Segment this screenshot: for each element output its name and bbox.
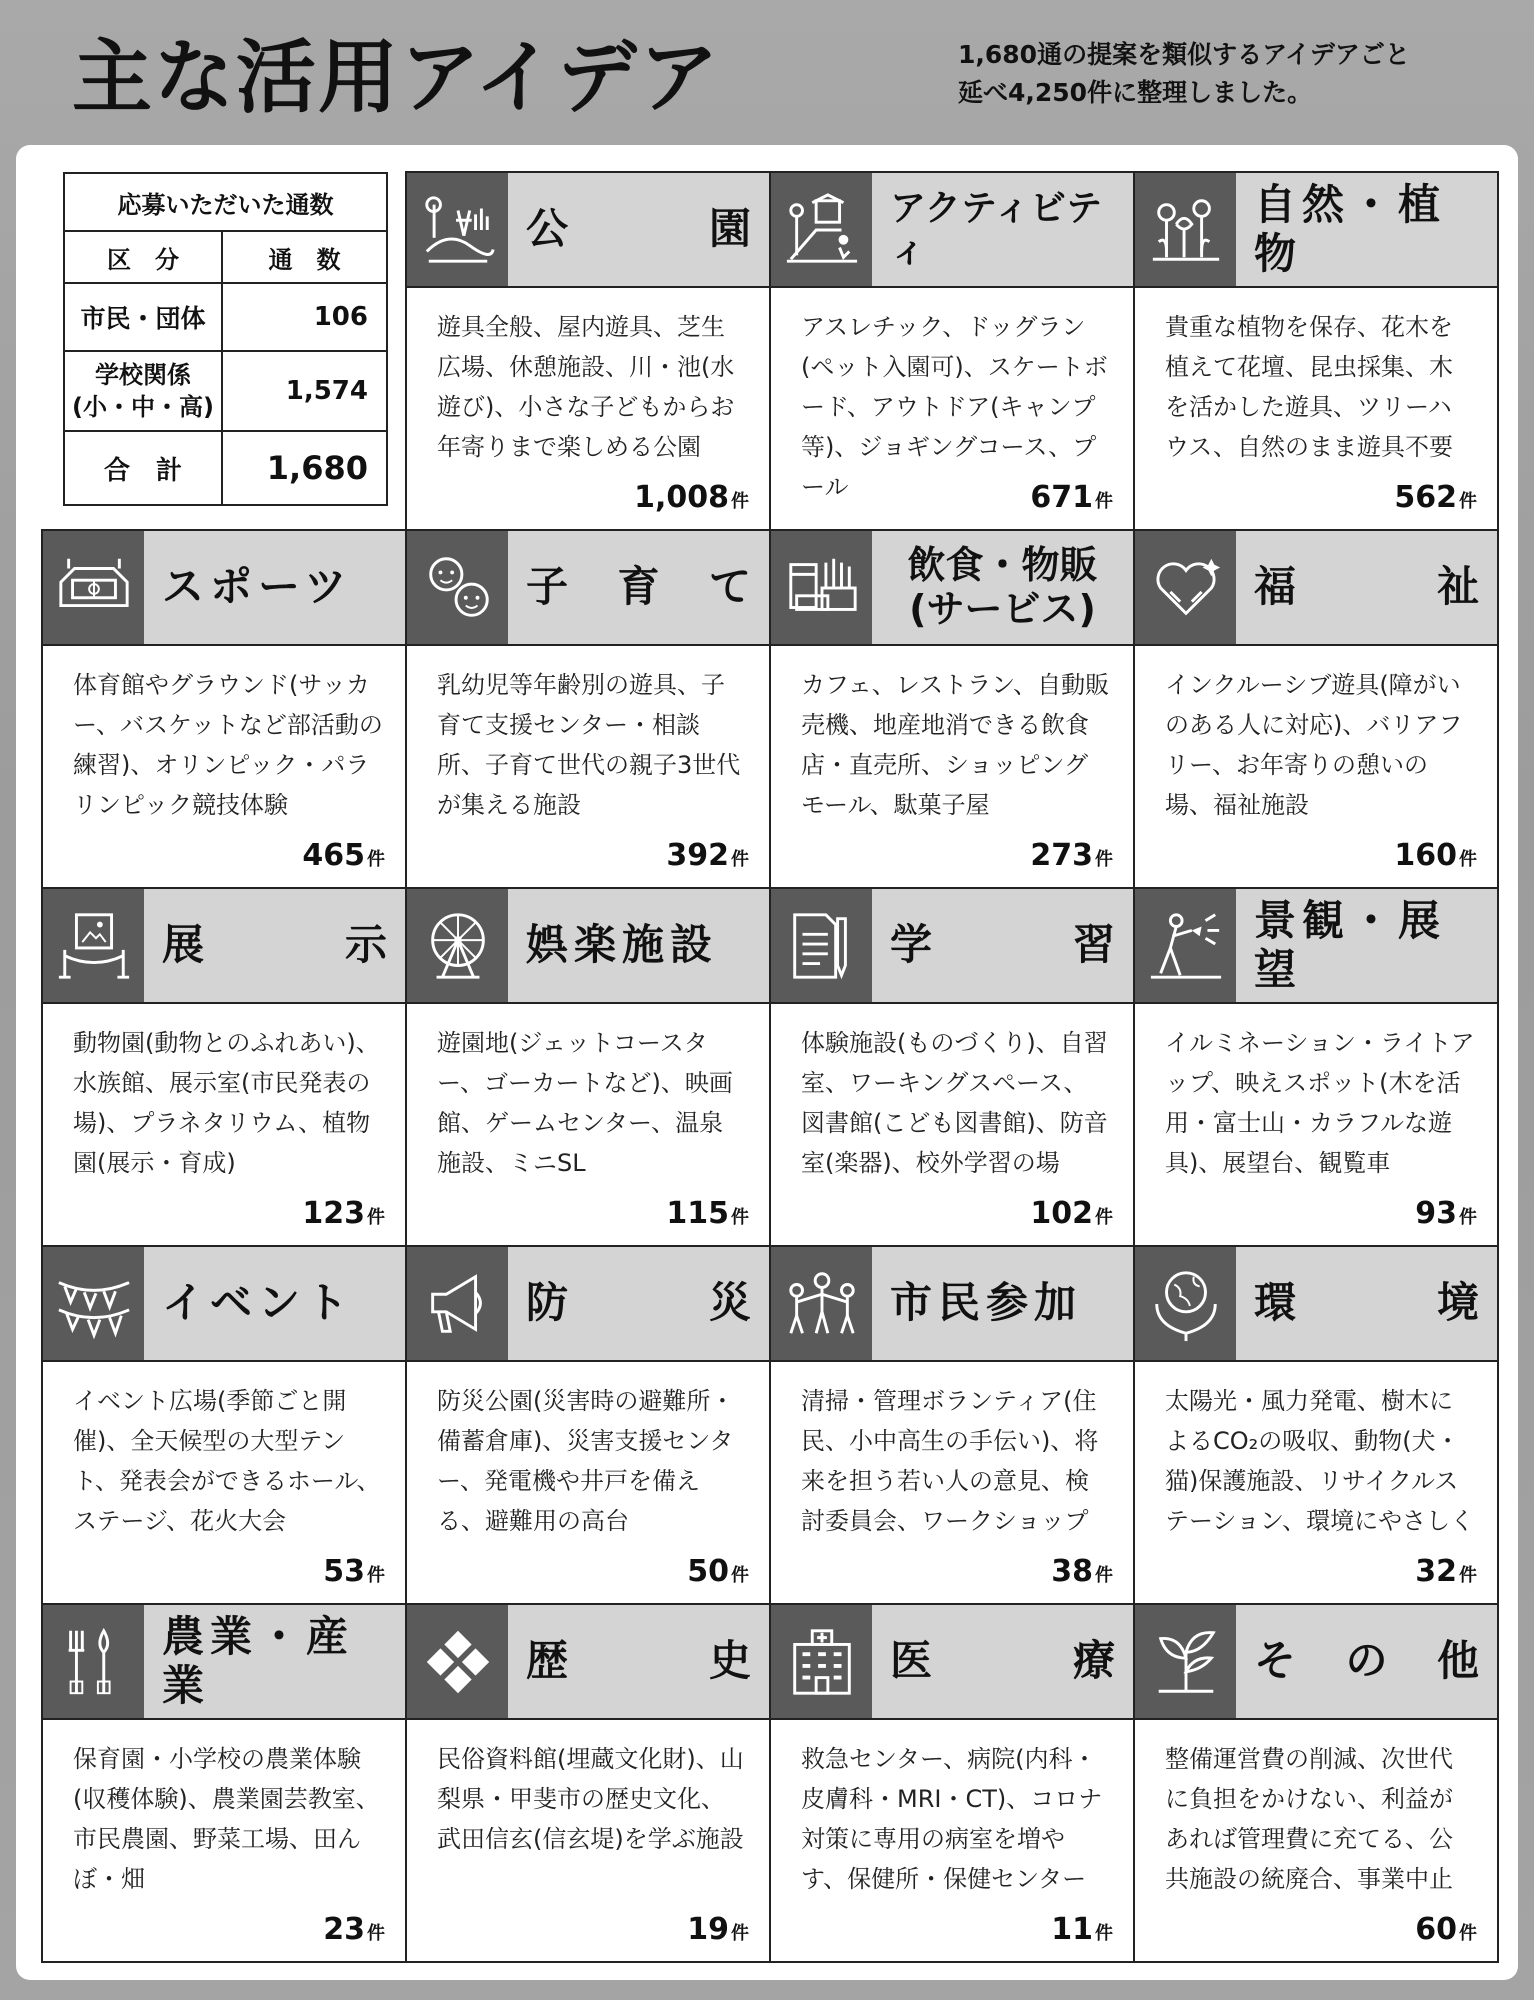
count-table-row-value: 1,574 <box>285 376 368 406</box>
category-count-value: 38 <box>1051 1554 1093 1589</box>
diamonds-icon <box>407 1605 508 1718</box>
category-title-segment: 史 <box>708 1636 751 1686</box>
category-count <box>634 480 749 515</box>
category-title-text <box>526 563 751 611</box>
category-title-text <box>1254 1637 1479 1685</box>
count-table-row <box>65 284 386 352</box>
category-count-value: 671 <box>1030 480 1093 515</box>
summary-note <box>958 36 1518 112</box>
food-icon <box>771 531 872 644</box>
category-count-value: 273 <box>1030 838 1093 873</box>
category-title-segment: の <box>1345 1636 1388 1686</box>
bunting-icon <box>43 1247 144 1360</box>
category-title-segment: 境 <box>1436 1278 1479 1328</box>
category-title: 娯楽施設 <box>508 889 769 1002</box>
category-card <box>769 529 1135 889</box>
category-header <box>43 1247 405 1362</box>
category-count <box>687 1912 749 1947</box>
category-count <box>1394 480 1477 515</box>
category-card <box>769 887 1135 1247</box>
category-card <box>769 171 1135 531</box>
count-table-total-label: 合 計 <box>65 432 223 504</box>
category-count-value: 123 <box>302 1196 365 1231</box>
category-title-segment: て <box>708 562 751 612</box>
count-table-total-value: 1,680 <box>266 449 368 487</box>
category-count <box>323 1554 385 1589</box>
category-title <box>872 889 1133 1002</box>
category-count-value: 60 <box>1415 1912 1457 1947</box>
category-count-unit: 件 <box>731 491 749 512</box>
category-title-text <box>890 921 1115 969</box>
category-card <box>405 1245 771 1605</box>
category-title-segment: 育 <box>617 562 660 612</box>
category-count-unit: 件 <box>367 1207 385 1228</box>
category-description: 体験施設(ものづくり)、自習室、ワーキングスペース、図書館(こども図書館)、防音室(楽器)、校外学習の場 <box>801 1029 1108 1177</box>
category-card <box>769 1245 1135 1605</box>
garden-tools-icon <box>43 1605 144 1718</box>
count-table <box>63 172 388 506</box>
park-icon <box>407 173 508 286</box>
count-table-row <box>65 352 386 432</box>
category-card <box>1133 529 1499 889</box>
category-count-value: 160 <box>1394 838 1457 873</box>
category-title: スポーツ <box>144 531 405 644</box>
category-title: イベント <box>144 1247 405 1360</box>
page-title: 主な活用アイデア <box>72 31 721 124</box>
category-title-segment: 福 <box>1254 562 1297 612</box>
category-count <box>1415 1196 1477 1231</box>
category-description: アスレチック、ドッグラン(ペット入園可)、スケートボード、アウトドア(キャンプ等)、ジョギングコース、プール <box>801 313 1108 501</box>
count-table-row-label-line2: (小・中・高) <box>72 393 214 421</box>
category-title-segment: 示 <box>344 920 387 970</box>
category-description: 民俗資料館(埋蔵文化財)、山梨県・甲斐市の歴史文化、武田信玄(信玄堤)を学ぶ施設 <box>437 1745 744 1853</box>
summary-note-line2: 延べ4,250件に整理しました。 <box>958 78 1313 107</box>
category-card <box>405 1603 771 1963</box>
category-count-unit: 件 <box>731 1923 749 1944</box>
category-header <box>1135 531 1497 646</box>
category-count-value: 465 <box>302 838 365 873</box>
megaphone-icon <box>407 1247 508 1360</box>
category-count <box>1030 838 1113 873</box>
category-count-value: 115 <box>666 1196 729 1231</box>
category-description: 整備運営費の削減、次世代に負担をかけない、利益があれば管理費に充てる、公共施設の統廃合、事業中止 <box>1165 1745 1453 1893</box>
category-header <box>407 889 769 1004</box>
category-card <box>41 1245 407 1605</box>
category-description: 保育園・小学校の農業体験(収穫体験)、農業園芸教室、市民農園、野菜工場、田んぼ・畑 <box>73 1745 380 1893</box>
flowers-icon <box>1135 173 1236 286</box>
category-description: インクルーシブ遊具(障がいのある人に対応)、バリアフリー、お年寄りの憩いの場、福祉施設 <box>1165 671 1463 819</box>
category-header <box>1135 1605 1497 1720</box>
category-description: イベント広場(季節ごと開催)、全天候型の大型テント、発表会ができるホール、ステージ、花火大会 <box>73 1387 381 1535</box>
category-description: カフェ、レストラン、自動販売機、地産地消できる飲食店・直売所、ショッピングモール、駄菓子屋 <box>801 671 1110 819</box>
exhibit-icon <box>43 889 144 1002</box>
hospital-icon <box>771 1605 872 1718</box>
category-title-segment: 療 <box>1072 1636 1115 1686</box>
summary-note-line1: 1,680通の提案を類似するアイデアごと <box>958 40 1410 69</box>
category-title <box>1236 1605 1497 1718</box>
category-count <box>666 1196 749 1231</box>
ferris-wheel-icon <box>407 889 508 1002</box>
category-header <box>771 173 1133 288</box>
earth-hands-icon <box>1135 1247 1236 1360</box>
category-count <box>1030 480 1113 515</box>
count-table-row-label <box>65 352 223 430</box>
count-table-col-category: 区 分 <box>65 232 223 282</box>
category-count <box>666 838 749 873</box>
category-card <box>1133 1603 1499 1963</box>
category-count-unit: 件 <box>1095 491 1113 512</box>
category-count-unit: 件 <box>1459 1565 1477 1586</box>
category-header <box>43 1605 405 1720</box>
category-title-segment: 習 <box>1072 920 1115 970</box>
category-card <box>41 887 407 1247</box>
category-count-unit: 件 <box>1459 849 1477 870</box>
category-count-unit: 件 <box>731 1207 749 1228</box>
category-count-unit: 件 <box>367 1923 385 1944</box>
category-title <box>872 1605 1133 1718</box>
category-count-value: 53 <box>323 1554 365 1589</box>
category-header <box>407 173 769 288</box>
category-count <box>1415 1554 1477 1589</box>
category-title-segment: そ <box>1254 1636 1297 1686</box>
category-title: 市民参加 <box>872 1247 1133 1360</box>
category-title-segment: 環 <box>1254 1278 1297 1328</box>
category-title-segment: 園 <box>708 204 751 254</box>
category-card <box>1133 171 1499 531</box>
category-title <box>508 531 769 644</box>
category-count-value: 562 <box>1394 480 1457 515</box>
category-description: 防災公園(災害時の避難所・備蓄倉庫)、災害支援センター、発電機や井戸を備える、避難用の高台 <box>437 1387 735 1535</box>
category-count-unit: 件 <box>1095 1207 1113 1228</box>
category-title-segment: 防 <box>526 1278 569 1328</box>
category-count-value: 19 <box>687 1912 729 1947</box>
category-title-text <box>162 921 387 969</box>
category-title-text <box>526 1279 751 1327</box>
category-card <box>405 529 771 889</box>
category-card <box>405 887 771 1247</box>
category-count-value: 23 <box>323 1912 365 1947</box>
community-icon <box>771 1247 872 1360</box>
category-header <box>771 1605 1133 1720</box>
heart-hands-icon <box>1135 531 1236 644</box>
category-title-segment: 子 <box>526 562 569 612</box>
category-title: 景観・展望 <box>1236 889 1497 1002</box>
stadium-icon <box>43 531 144 644</box>
category-count <box>687 1554 749 1589</box>
count-table-title-row <box>65 174 386 232</box>
category-count-value: 50 <box>687 1554 729 1589</box>
count-table-row-label-line1: 学校関係 <box>95 361 191 389</box>
category-title-text <box>890 1637 1115 1685</box>
count-table-row-label: 市民・団体 <box>65 284 223 350</box>
category-count-unit: 件 <box>367 1565 385 1586</box>
category-count-unit: 件 <box>367 849 385 870</box>
category-title <box>508 1605 769 1718</box>
category-title-segment: 災 <box>708 1278 751 1328</box>
category-card <box>405 171 771 531</box>
category-header <box>43 889 405 1004</box>
category-count <box>323 1912 385 1947</box>
category-count <box>302 1196 385 1231</box>
category-title-segment: 祉 <box>1436 562 1479 612</box>
count-table-col-count: 通 数 <box>268 245 341 274</box>
category-count-unit: 件 <box>1459 1207 1477 1228</box>
category-title-text <box>1254 563 1479 611</box>
category-count-unit: 件 <box>1459 1923 1477 1944</box>
category-title-segment: 展 <box>162 920 205 970</box>
category-count-unit: 件 <box>1459 491 1477 512</box>
category-count <box>302 838 385 873</box>
category-header <box>771 889 1133 1004</box>
category-title-segment: 歴 <box>526 1636 569 1686</box>
category-title-segment: 公 <box>526 204 569 254</box>
playground-icon <box>771 173 872 286</box>
category-title <box>508 173 769 286</box>
category-description: 乳幼児等年齢別の遊具、子育て支援センター・相談所、子育て世代の親子3世代が集える施設 <box>437 671 741 819</box>
category-description: 太陽光・風力発電、樹木によるCO₂の吸収、動物(犬・猫)保護施設、リサイクルステーション、環境にやさしく <box>1165 1387 1475 1535</box>
category-header <box>1135 173 1497 288</box>
category-title: アクティビティ <box>872 173 1133 286</box>
document-pen-icon <box>771 889 872 1002</box>
category-description: 遊具全般、屋内遊具、芝生広場、休憩施設、川・池(水遊び)、小さな子どもからお年寄りまで楽しめる公園 <box>437 313 735 461</box>
children-icon <box>407 531 508 644</box>
category-count-unit: 件 <box>731 849 749 870</box>
category-title: 自然・植物 <box>1236 173 1497 286</box>
category-description: 救急センター、病院(内科・皮膚科・MRI・CT)、コロナ対策に専用の病室を増やす、保健所・保健センター <box>801 1745 1103 1893</box>
category-header <box>771 531 1133 646</box>
category-header <box>1135 1247 1497 1362</box>
category-title: 飲食・物販 (サービス) <box>872 531 1133 644</box>
category-count <box>1415 1912 1477 1947</box>
count-table-row-value: 106 <box>313 302 368 332</box>
category-header <box>1135 889 1497 1004</box>
category-title <box>144 889 405 1002</box>
category-title-text <box>526 205 751 253</box>
category-description: 清掃・管理ボランティア(住民、小中高生の手伝い)、将来を担う若い人の意見、検討委員会、ワークショップ <box>801 1387 1099 1535</box>
category-count <box>1051 1912 1113 1947</box>
category-header <box>43 531 405 646</box>
category-count-value: 11 <box>1051 1912 1093 1947</box>
category-description: 動物園(動物とのふれあい)、水族館、展示室(市民発表の場)、プラネタリウム、植物園(展示・育成) <box>73 1029 380 1177</box>
category-title-segment: 他 <box>1436 1636 1479 1686</box>
category-count-value: 392 <box>666 838 729 873</box>
header <box>0 0 1534 145</box>
category-card <box>769 1603 1135 1963</box>
category-title: 農業・産業 <box>144 1605 405 1718</box>
count-table-title: 応募いただいた通数 <box>117 190 334 219</box>
sprout-icon <box>1135 1605 1236 1718</box>
category-title-text <box>526 1637 751 1685</box>
category-card <box>41 529 407 889</box>
category-count-value: 102 <box>1030 1196 1093 1231</box>
category-count-unit: 件 <box>1095 1565 1113 1586</box>
category-count-value: 93 <box>1415 1196 1457 1231</box>
category-count <box>1030 1196 1113 1231</box>
category-header <box>407 1247 769 1362</box>
category-count-value: 32 <box>1415 1554 1457 1589</box>
category-title <box>508 1247 769 1360</box>
category-description: 貴重な植物を保存、花木を植えて花壇、昆虫採集、木を活かした遊具、ツリーハウス、自然のまま遊具不要 <box>1165 313 1453 461</box>
category-header <box>407 1605 769 1720</box>
category-description: 体育館やグラウンド(サッカー、バスケットなど部活動の練習)、オリンピック・パラリンピック競技体験 <box>73 671 383 819</box>
category-header <box>407 531 769 646</box>
category-count-unit: 件 <box>731 1565 749 1586</box>
category-title-segment: 医 <box>890 1636 933 1686</box>
category-count <box>1051 1554 1113 1589</box>
category-card <box>41 1603 407 1963</box>
viewpoint-icon <box>1135 889 1236 1002</box>
category-count-unit: 件 <box>1095 849 1113 870</box>
category-title-text <box>1254 1279 1479 1327</box>
category-title <box>1236 531 1497 644</box>
category-title <box>1236 1247 1497 1360</box>
category-count-unit: 件 <box>1095 1923 1113 1944</box>
count-table-total-row <box>65 432 386 504</box>
category-description: イルミネーション・ライトアップ、映えスポット(木を活用・富士山・カラフルな遊具)、展望台、観覧車 <box>1165 1029 1475 1177</box>
category-description: 遊園地(ジェットコースター、ゴーカートなど)、映画館、ゲームセンター、温泉施設、ミニSL <box>437 1029 733 1177</box>
category-title-segment: 学 <box>890 920 933 970</box>
category-card <box>1133 887 1499 1247</box>
category-header <box>771 1247 1133 1362</box>
category-count-value: 1,008 <box>634 480 729 515</box>
count-table-header-row <box>65 232 386 284</box>
category-count <box>1394 838 1477 873</box>
category-card <box>1133 1245 1499 1605</box>
